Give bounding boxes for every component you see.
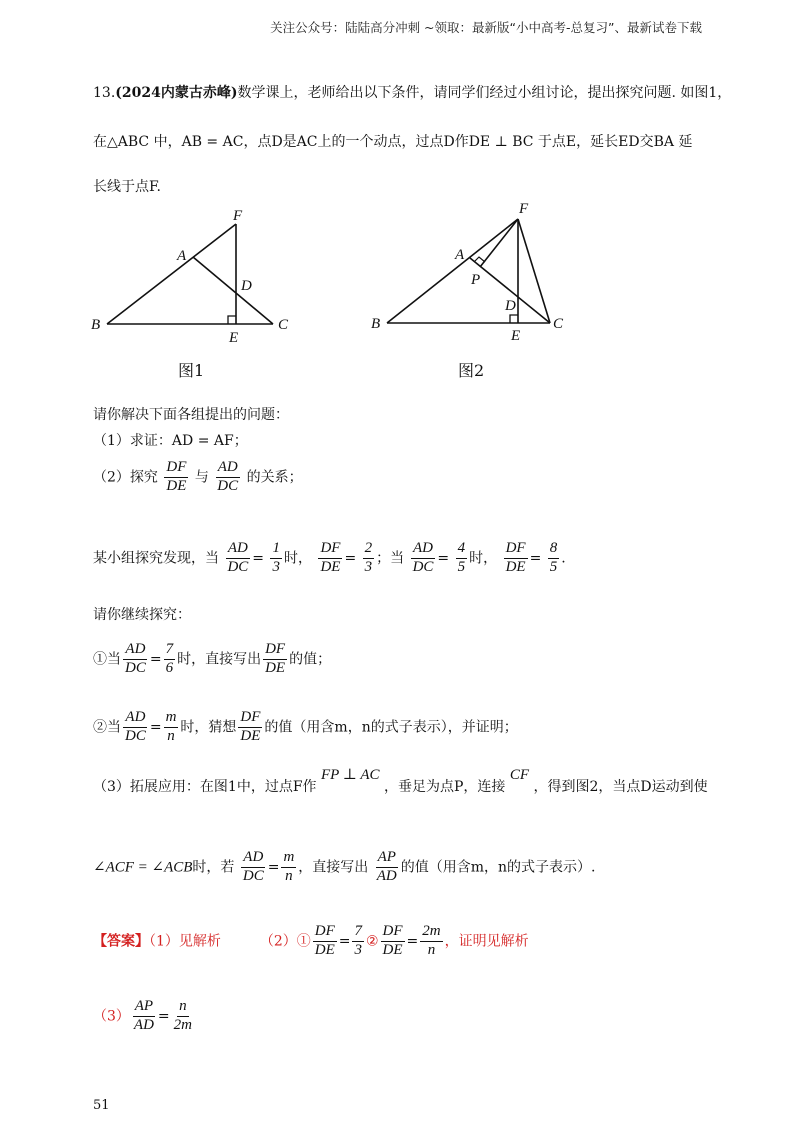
answer-label: 【答案】 (93, 933, 149, 950)
problem-number: 13. (93, 85, 116, 101)
problem-source: (2024内蒙古赤峰) (115, 85, 238, 101)
fraction-df-de: $\frac{DF}{DE}$ (505, 540, 526, 575)
point-a-label: A (455, 247, 465, 263)
page-number: 51 (93, 1098, 110, 1113)
point-c-label: C (553, 316, 564, 332)
figure-2 (365, 197, 585, 347)
fraction-df-de: $\frac{DF}{DE}$ (382, 923, 403, 958)
point-d-label: D (505, 298, 516, 314)
answer-2-suffix: ，证明见解析 (444, 933, 529, 950)
answer-1: （1）见解析 (149, 933, 221, 950)
answer-2-prefix: （2）① (259, 933, 311, 950)
point-b-label: B (371, 316, 381, 332)
q3-angle: ∠ACF = ∠ACB (93, 859, 193, 876)
discovery-when: 时， (469, 550, 498, 567)
fraction-2-3: $\frac{2}{3}$ (364, 540, 373, 575)
point-f-label: F (233, 208, 243, 224)
fraction-df-de: $\frac{DF}{DE}$ (320, 540, 341, 575)
answer-line-1: 【答案】（1）见解析 （2）① $\frac{DF}{DE}$ = $\frac{7}{3}$ ② $\frac{DF}{DE}$ = $\frac{2m}{n}$ ，证明见解析 (93, 923, 529, 958)
right-angle-mark-e (510, 315, 518, 323)
point-f-label: F (519, 201, 529, 217)
figure-2-caption: 图2 (458, 361, 485, 380)
fraction-8-5: $\frac{8}{5}$ (549, 540, 558, 575)
fraction-ap-ad: $\frac{AP}{AD}$ (376, 849, 397, 884)
q2-mid: 与 (194, 469, 209, 486)
segment-ac (193, 257, 273, 324)
point-b-label: B (91, 317, 101, 333)
segment-cf (518, 219, 550, 323)
fraction-7-6: $\frac{7}{6}$ (165, 641, 174, 676)
point-e-label: E (229, 330, 239, 346)
fraction-n-2m: $\frac{n}{2m}$ (173, 998, 192, 1033)
discovery-prefix: 某小组探究发现，当 (93, 550, 219, 567)
continue-text: 请你继续探究： (93, 607, 191, 623)
right-angle-mark-p (474, 257, 485, 262)
discovery-sep: ；当 (376, 550, 405, 567)
point-p-label: P (471, 272, 481, 288)
problem-line-2: 在△ABC 中，AB = AC，点D是AC上的一个动点，过点D作DE ⊥ BC 于点E，延长ED交BA 延 (93, 134, 693, 150)
q3-part-e: ，直接写出 (298, 859, 369, 876)
sub1-mid: 时，直接写出 (177, 651, 262, 668)
q2-suffix: 的关系； (246, 469, 303, 486)
fraction-m-n: $\frac{m}{n}$ (283, 849, 295, 884)
fraction-ad-dc: $\frac{AD}{DC}$ (412, 540, 434, 575)
question-1: （1）求证：AD = AF； (93, 433, 248, 449)
question-2 (93, 460, 303, 495)
fraction-df-de: $\frac{DF}{DE}$ (265, 641, 286, 676)
q3-part-c: ，得到图2，当点D运动到使 (533, 779, 708, 795)
fraction-m-n: $\frac{m}{n}$ (165, 709, 177, 744)
fraction-4-5: $\frac{4}{5}$ (457, 540, 466, 575)
question-3-line-2: ∠ACF = ∠ACB时，若 $\frac{AD}{DC}$ = $\frac{m}{n}$ ，直接写出 $\frac{AP}{AD}$ 的值（用含m，n的式子表示）. (93, 849, 596, 884)
figure-1 (85, 200, 305, 350)
fraction-df-de: $\frac{DF}{DE}$ (166, 459, 187, 494)
sub2-prefix: ②当 (93, 719, 121, 736)
problem-line-1 (93, 82, 731, 102)
sub1-suffix: 的值； (289, 651, 332, 668)
segment-fp (480, 219, 518, 267)
answer-line-2: （3） $\frac{AP}{AD}$ = $\frac{n}{2m}$ (93, 998, 192, 1033)
q3-part-a: （3）拓展应用：在图1中，过点F作 (93, 779, 317, 795)
fraction-2m-n: $\frac{2m}{n}$ (422, 923, 441, 958)
fraction-ad-dc: $\frac{AD}{DC}$ (242, 849, 264, 884)
sub1-prefix: ①当 (93, 651, 121, 668)
header-banner: 关注公众号：陆陆高分冲刺 ~领取：最新版“小中高考-总复习”、最新试卷下载 (270, 20, 702, 35)
fraction-ad-dc: $\frac{AD}{DC}$ (217, 459, 239, 494)
answer-2-circle: ② (365, 933, 379, 950)
question-3-line-1 (93, 767, 708, 796)
problem-line-3: 长线于点F. (93, 179, 161, 195)
fraction-ad-dc: $\frac{AD}{DC}$ (227, 540, 249, 575)
fraction-df-de: $\frac{DF}{DE}$ (240, 709, 261, 744)
discovery-when: 时， (283, 550, 312, 567)
segment-bf (387, 219, 518, 323)
sub-question-2: ②当 $\frac{AD}{DC}$ = $\frac{m}{n}$ 时，猜想 $\frac{DF}{DE}$ 的值（用含m，n的式子表示），并证明； (93, 709, 518, 744)
point-e-label: E (511, 328, 521, 344)
instruction-text: 请你解决下面各组提出的问题： (93, 407, 289, 423)
discovery-line: 某小组探究发现，当 $\frac{AD}{DC}$ = $\frac{1}{3}$ 时， $\frac{DF}{DE}$ = $\frac{2}{3}$ ；当 $\frac{AD}{DC}$ = $\frac{4}{5}$ 时， $\frac{DF}{DE}$ = $\frac{8}{5}$ . (93, 540, 566, 575)
q3-cf: CF (509, 767, 530, 783)
answer-3-prefix: （3） (93, 1008, 130, 1025)
point-a-label: A (177, 248, 187, 264)
sub2-suffix: 的值（用含m，n的式子表示），并证明； (264, 719, 518, 736)
fraction-ap-ad: $\frac{AP}{AD}$ (133, 998, 154, 1033)
q3-part-d: 时，若 (192, 859, 235, 876)
q2-prefix: （2）探究 (93, 469, 158, 486)
fraction-df-de: $\frac{DF}{DE}$ (314, 923, 335, 958)
point-d-label: D (241, 278, 252, 294)
fraction-1-3: $\frac{1}{3}$ (272, 540, 280, 575)
q3-fp: FP ⊥ AC (320, 767, 380, 783)
right-angle-mark (228, 316, 236, 324)
segment-bf (107, 224, 236, 324)
fraction-ad-dc: $\frac{AD}{DC}$ (125, 709, 146, 744)
figure-1-caption: 图1 (178, 361, 205, 380)
sub2-mid: 时，猜想 (180, 719, 237, 736)
problem-intro: 数学课上，老师给出以下条件，请同学们经过小组讨论，提出探究问题. 如图1， (237, 85, 732, 101)
point-c-label: C (278, 317, 289, 333)
q3-part-f: 的值（用含m，n的式子表示）. (400, 859, 596, 876)
sub-question-1: ①当 $\frac{AD}{DC}$ = $\frac{7}{6}$ 时，直接写出 $\frac{DF}{DE}$ 的值； (93, 641, 332, 676)
q3-part-b: ，垂足为点P，连接 (384, 779, 506, 795)
fraction-ad-dc: $\frac{AD}{DC}$ (125, 641, 146, 676)
fraction-7-3: $\frac{7}{3}$ (354, 923, 362, 958)
discovery-end: . (561, 550, 566, 567)
